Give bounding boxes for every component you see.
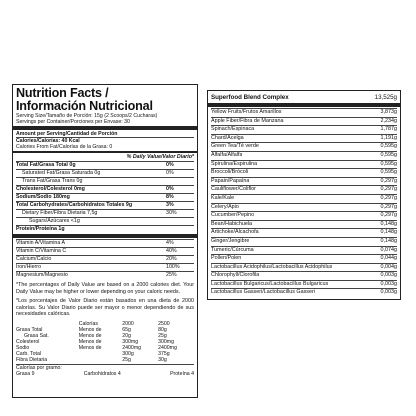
nutrition-title-en: Nutrition Facts / — [16, 86, 109, 100]
ingredient-name: Cauliflower/Coliflor — [211, 186, 256, 193]
nutrient-label: Sodium/Sodio 180mg — [16, 194, 70, 200]
dv-table-cell: 2400mg — [158, 344, 177, 351]
dv-table-cell — [79, 357, 123, 363]
nutrient-row — [16, 209, 194, 217]
dv-table-cell: 300mg — [122, 338, 139, 345]
dv-table-cell: 2400mg — [122, 344, 142, 351]
superfood-row — [211, 211, 397, 220]
dv-table-cell: 80g — [158, 326, 167, 333]
superfood-row — [211, 263, 397, 272]
dv-table-cell: Fibra Dietaria — [16, 356, 48, 363]
vitamin-rows — [16, 239, 194, 279]
vitamin-label: Iron/Hierro — [16, 264, 42, 270]
nutrient-value: 0% — [166, 170, 174, 176]
nutrient-label: Sugars/Azúcares <1g — [29, 218, 80, 224]
superfood-row — [211, 246, 397, 255]
ingredient-name: Chard/Acelga — [211, 134, 244, 141]
nutrient-row — [16, 177, 194, 185]
vitamin-value: 25% — [166, 272, 177, 278]
divider-medium — [13, 151, 197, 153]
nutrient-label: Protein/Proteína 1g — [16, 226, 65, 232]
nutrient-value: 8% — [166, 194, 174, 200]
dv-table-cell: 300g — [122, 350, 134, 357]
dv-table-cell: Menos de — [78, 338, 102, 345]
ingredient-name: Ginger/Jengibre — [211, 237, 250, 244]
superfood-header — [211, 93, 397, 102]
dv-table-header-cell: Calorías — [78, 320, 99, 327]
ingredient-name: Celery/Apio — [211, 203, 239, 210]
ingredient-amount: 0,148g — [380, 220, 397, 227]
calories: Calories/Calorías: 40 Kcal — [16, 137, 194, 144]
daily-value-header: % Daily Value/Valor Diario* — [126, 154, 194, 160]
ingredient-name: Broccoli/Brócoli — [211, 169, 249, 176]
vitamin-label: Vitamin C/Vitamina C — [16, 248, 67, 254]
ingredient-amount: 0,297g — [380, 177, 397, 184]
ingredient-amount: 1,787g — [380, 126, 397, 133]
superfood-total: 13,525g — [374, 94, 397, 101]
dv-table-cell: 25g — [122, 356, 131, 363]
superfood-row — [211, 220, 397, 229]
ingredient-name: Cucumber/Pepino — [211, 212, 255, 219]
vitamin-value: 20% — [166, 256, 177, 262]
superfood-row — [211, 177, 397, 186]
nutrient-value: 3% — [166, 202, 174, 208]
ingredient-amount: 0,297g — [380, 203, 397, 210]
nutrient-label: Dietary Fiber/Fibra Dietaria 7,5g — [22, 210, 98, 216]
ingredient-amount: 0,595g — [380, 143, 397, 150]
nutrient-row — [16, 161, 194, 169]
ingredient-amount: 2,234g — [380, 117, 397, 124]
superfood-row — [211, 142, 397, 151]
ingredient-amount: 0,148g — [380, 229, 397, 236]
vitamin-value: 4% — [166, 240, 174, 246]
calories-per-gram-label: Calorías por gramo: — [16, 364, 194, 371]
nutrient-value — [166, 226, 194, 233]
footnote-en: *The percentages of Daily Value are based on a 2000 calories diet. Your Daily Value may be higher or lower depending on your caloric needs. — [16, 282, 194, 295]
nutrient-row — [16, 169, 194, 177]
dv-table-cell: Menos de — [78, 326, 102, 333]
nutrient-value: 0% — [166, 186, 174, 192]
nutrient-row — [16, 225, 194, 233]
ingredient-name: Green Tea/Té verde — [211, 143, 259, 150]
dv-table-header-cell: 2000 — [122, 320, 134, 327]
dv-table-cell: Colesterol — [16, 338, 40, 345]
divider-thick — [208, 103, 400, 107]
nutrient-value: 30% — [166, 210, 177, 216]
dv-table-cell: Grasa Total — [16, 326, 43, 333]
ingredient-name: Artichoke/Alcachofa — [211, 229, 259, 236]
superfood-row — [211, 151, 397, 160]
ingredient-name: Spirulina/Espirulina — [211, 160, 258, 167]
ingredient-name: Pollen/Polen — [211, 255, 242, 262]
nutrient-rows — [16, 161, 194, 233]
superfood-row — [211, 134, 397, 143]
nutrient-label: Total Fat/Grasa Total 0g — [16, 162, 76, 168]
ingredient-name: Tumeric/Cúrcuma — [211, 246, 254, 253]
footnote-es: *Los porcentajes de Valor Diario están basados en una dieta de 2000 calorías. Su Valor Diario puede ser mayor o menor dependiendo de sus necesidades calóricas. — [16, 298, 194, 318]
vitamin-row — [16, 247, 194, 255]
superfood-row — [211, 280, 397, 289]
nutrition-facts-label — [12, 84, 198, 398]
dv-table-cell: 20g — [122, 332, 131, 339]
superfood-row — [211, 288, 397, 297]
ingredient-amount: 0,595g — [380, 160, 397, 167]
nutrient-row — [16, 193, 194, 201]
ingredient-amount: 0,595g — [380, 151, 397, 158]
divider-thick — [13, 234, 197, 238]
superfood-row — [211, 185, 397, 194]
ingredient-name: Papain/Papaína — [211, 177, 250, 184]
nutrient-value — [166, 218, 194, 225]
ingredient-amount: 0,003g — [380, 289, 397, 296]
ingredient-name: Yellow Fruits/Frutos Amarillos — [211, 109, 282, 115]
superfood-blend-label — [207, 90, 401, 300]
superfood-row — [211, 237, 397, 246]
ingredient-name: Kale/Kale — [211, 194, 235, 201]
dv-table-cell: 25g — [158, 332, 167, 339]
ingredient-name: Chlorophyll/Clorofila — [211, 272, 260, 279]
superfood-row — [211, 203, 397, 212]
ingredient-amount: 0,003g — [380, 272, 397, 279]
ingredient-name: Alfalfa/Alfalfa — [211, 151, 243, 158]
nutrient-label: Total Carbohydrates/Carbohidratos Totales 9g — [16, 202, 133, 208]
vitamin-label: Magnesium/Magnesio — [16, 272, 68, 278]
calories-per-gram-row — [16, 371, 194, 377]
nutrient-value — [166, 178, 194, 185]
daily-value-table — [16, 321, 194, 363]
vitamin-label: Calcium/Calcio — [16, 256, 52, 262]
dv-table-cell: 65g — [122, 326, 131, 333]
superfood-title: Superfood Blend Complex — [211, 94, 289, 101]
dv-table-cell: 375g — [158, 350, 170, 357]
calories-from-fat: Calories From Fat/Calorías de la Grasa: 0 — [16, 144, 113, 150]
nutrient-label: Saturated Fat/Grasa Saturada 0g — [22, 170, 101, 176]
superfood-row — [211, 254, 397, 263]
dv-table-row — [16, 357, 194, 363]
dv-table-cell: 300mg — [158, 338, 174, 345]
dv-table-cell: 30g — [158, 356, 167, 363]
ingredient-amount: 0,297g — [380, 186, 397, 193]
ingredient-amount: 0,044g — [380, 255, 397, 262]
nutrient-row — [16, 185, 194, 193]
nutrient-label: Cholesterol/Colesterol 0mg — [16, 186, 85, 192]
dv-table-cell: Carb. Total — [16, 350, 41, 357]
superfood-row — [211, 125, 397, 134]
vitamin-row — [16, 263, 194, 271]
ingredient-amount: 0,297g — [380, 194, 397, 201]
ingredient-name: Apple Fiber/Fibra de Manzana — [211, 117, 284, 124]
dv-table-cell: Grasa Sat. — [24, 332, 49, 339]
superfood-row — [211, 160, 397, 169]
ingredient-amount: 0,003g — [380, 280, 397, 287]
servings-per-container: Servings per Container/Porciones per Envase: 30 — [16, 119, 130, 125]
nutrient-row — [16, 217, 194, 225]
amount-per-serving: Amount per Serving/Cantidad de Porción — [16, 131, 118, 137]
cal-gram-fat: Grasa 9 — [16, 371, 35, 378]
ingredient-amount: 0,148g — [380, 237, 397, 244]
vitamin-row — [16, 255, 194, 263]
superfood-row — [211, 194, 397, 203]
ingredient-name: Spinach/Espinaca — [211, 126, 255, 133]
superfood-row — [211, 168, 397, 177]
dv-table-cell: Sodio — [16, 344, 30, 351]
nutrition-title-es: Información Nutricional — [16, 99, 153, 113]
nutrient-row — [16, 201, 194, 209]
superfood-row — [211, 117, 397, 126]
vitamin-row — [16, 239, 194, 247]
ingredient-amount: 0,297g — [380, 212, 397, 219]
divider-thick — [13, 126, 197, 130]
vitamin-row — [16, 271, 194, 279]
vitamin-value: 100% — [166, 264, 180, 270]
vitamin-label: Vitamin A/Vitamina A — [16, 240, 65, 246]
ingredient-amount: 0,595g — [380, 169, 397, 176]
ingredient-name: Bean/Habichuela — [211, 220, 253, 227]
cal-gram-carbs: Carbohidratos 4 — [83, 371, 121, 378]
serving-size: Serving Size/Tamaño de Porción: 15g (2 Scoops/2 Cucharas) — [16, 113, 158, 119]
ingredient-amount: 3,873g — [380, 109, 397, 115]
superfood-rows — [211, 108, 397, 297]
nutrient-value: 0% — [166, 162, 174, 168]
nutrient-label: Trans Fat/Grasa Trans 0g — [22, 178, 83, 184]
ingredient-amount: 0,004g — [380, 263, 397, 270]
ingredient-amount: 1,191g — [380, 134, 397, 141]
ingredient-amount: 0,074g — [380, 246, 397, 253]
cal-gram-protein: Proteína 4 — [170, 371, 194, 378]
dv-table-cell: Menos de — [78, 332, 102, 339]
dv-table-cell: Menos de — [78, 344, 102, 351]
superfood-row — [211, 108, 397, 117]
vitamin-value: 40% — [166, 248, 177, 254]
ingredient-name: Lactobacillus Acidophilus/Lactobacillus Acidophilus — [211, 263, 333, 270]
superfood-row — [211, 228, 397, 237]
superfood-row — [211, 271, 397, 280]
dv-table-header-cell: 2500 — [158, 320, 170, 327]
ingredient-name: Lactobacillus Bulgaricus/Lactobacillus Bulgaricus — [211, 280, 329, 287]
ingredient-name: Lactobacillus Gasseri/Lactobacillus Gasseri — [211, 289, 315, 296]
